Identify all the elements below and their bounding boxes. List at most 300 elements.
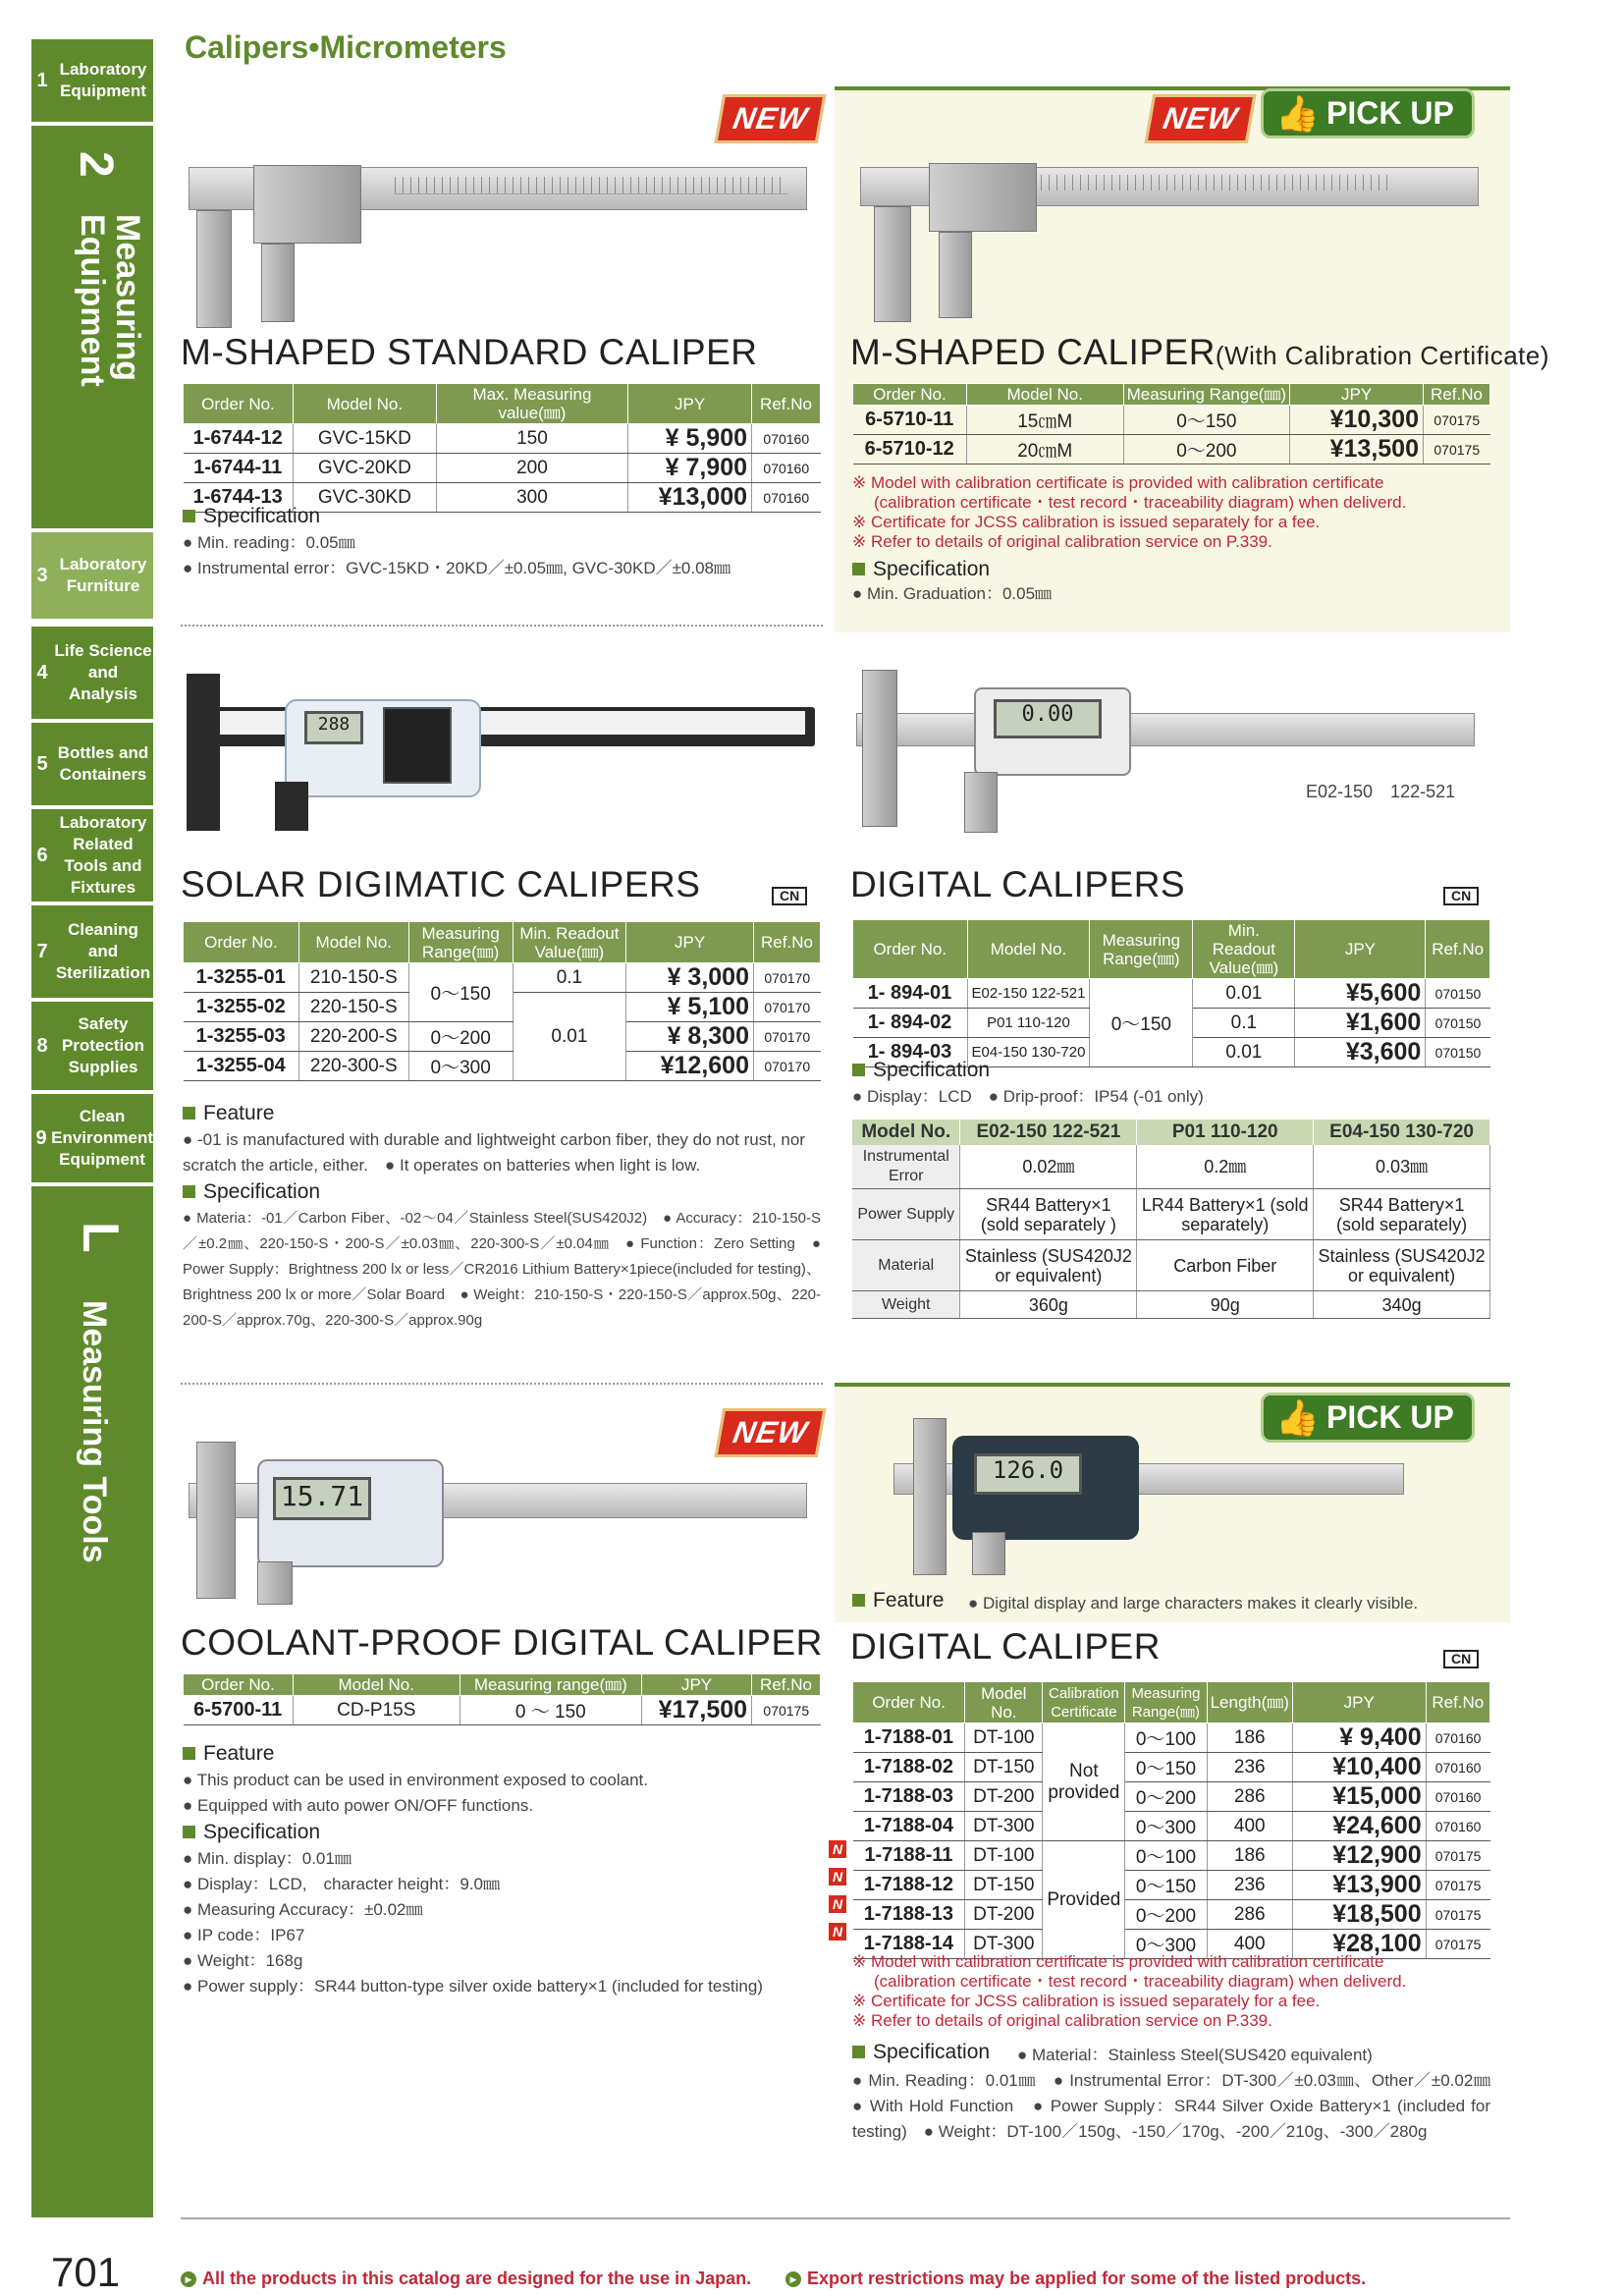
column-header: Model No.: [967, 920, 1090, 979]
spec-label: Specification: [873, 2041, 991, 2063]
spec-item: ● Min. reading：0.05㎜: [183, 533, 355, 552]
price: ¥ 3,000: [626, 963, 754, 993]
caliper-image-2: [860, 157, 1488, 324]
order-no: 1-6744-13: [184, 483, 294, 513]
column-header: Ref.No: [754, 922, 821, 963]
price: ¥10,400: [1292, 1753, 1426, 1782]
tab-number: 5: [36, 752, 48, 775]
footer-rule: [181, 2217, 1510, 2219]
tab-number: 6: [36, 844, 48, 866]
model-no: 210-150-S: [298, 963, 408, 993]
tab-label: Measuring Tools: [76, 1300, 113, 1563]
feature-text: It operates on batteries when light is low.: [399, 1156, 701, 1175]
feature-item: ● This product can be used in environment exposed to coolant.: [183, 1771, 648, 1789]
caliper-image-3: 288: [187, 664, 825, 841]
product-title: SOLAR DIGIMATIC CALIPERS: [181, 864, 701, 904]
ref-no: 070170: [754, 1022, 821, 1052]
price: ¥18,500: [1292, 1900, 1426, 1930]
ref-no: 070150: [1426, 979, 1490, 1009]
cn-badge: CN: [1443, 887, 1479, 905]
row-header: Power Supply: [852, 1189, 960, 1240]
table-row: [853, 1812, 1490, 1841]
range: 0～200: [408, 1022, 513, 1052]
footer-note: ▶ All the products in this catalog are designed for the use in Japan.: [181, 2269, 751, 2289]
length: 400: [1207, 1812, 1292, 1841]
order-no: 1-7188-01: [853, 1723, 965, 1753]
order-no: 1-3255-03: [184, 1022, 299, 1052]
thumbs-up-icon: 👍: [1275, 93, 1320, 134]
order-no: 6-5700-11: [184, 1696, 294, 1725]
range: 0～150: [1125, 1871, 1207, 1900]
spec-text: Function：Zero Setting: [640, 1235, 795, 1252]
column-header: Measuring Range(㎜): [1125, 1682, 1207, 1723]
sidebar-tab-2[interactable]: [31, 126, 153, 528]
table-row: [852, 1240, 1490, 1291]
note: ※ Certificate for JCSS calibration is issued separately for a fee.: [852, 1992, 1321, 2010]
spec-item: ● Min. Graduation：0.05㎜: [852, 584, 1053, 603]
column-header: Ref.No: [1426, 920, 1490, 979]
cell: 0.2㎜: [1137, 1145, 1314, 1189]
note: (calibration certificate・test record・traceability diagram) when deliverd.: [874, 493, 1407, 512]
ref-no: 070160: [1426, 1753, 1489, 1782]
price: ¥5,600: [1295, 979, 1426, 1009]
cell: 0.03㎜: [1314, 1145, 1490, 1189]
column-header: Calibration Certificate: [1043, 1682, 1125, 1723]
order-no: 1- 894-01: [853, 979, 968, 1009]
ref-no: 070175: [1424, 435, 1490, 465]
sidebar-tab-6[interactable]: [31, 809, 153, 903]
price: ¥ 9,400: [1292, 1723, 1426, 1753]
model-no: DT-300: [965, 1930, 1043, 1959]
note: ※ Certificate for JCSS calibration is issued separately for a fee.: [852, 513, 1321, 531]
table-row: [184, 963, 821, 993]
section-heading: Specification: [183, 1180, 320, 1204]
row-header: Material: [852, 1240, 960, 1291]
spec-item: ● IP code：IP67: [183, 1926, 305, 1944]
range: 0～200: [1125, 1782, 1207, 1812]
range: 0～150: [408, 963, 513, 1022]
new-mark: N: [829, 1923, 846, 1941]
column-header: Order No.: [184, 1674, 294, 1696]
max-value: 200: [436, 454, 627, 483]
spec-text: Instrumental error：GVC-15KD・20KD／±0.05㎜, GVC-30KD／±0.08㎜: [197, 559, 731, 577]
cell: LR44 Battery×1 (sold separately): [1137, 1189, 1314, 1240]
section-heading: Specification: [852, 1059, 990, 1082]
table-row: [853, 1841, 1490, 1871]
tab-number: 9: [35, 1126, 47, 1149]
column-header: JPY: [1295, 920, 1426, 979]
max-value: 300: [436, 483, 627, 513]
readout: 0.01: [1193, 1038, 1295, 1067]
lcd-display: 126.0: [974, 1453, 1082, 1495]
range: 0 ～ 150: [460, 1696, 642, 1725]
section-heading: [852, 1589, 944, 1613]
column-header: JPY: [628, 384, 752, 424]
tab-label: Bottles and Containers: [57, 743, 149, 784]
model-no: E04-150 130-720: [967, 1038, 1090, 1067]
product-title: COOLANT-PROOF DIGITAL CALIPER: [181, 1622, 823, 1663]
spec-text: Materia：-01／Carbon Fiber、-02～04／Stainless Steel(SUS420J2): [196, 1210, 648, 1227]
lcd-display: 15.71: [273, 1477, 371, 1520]
ref-no: 070160: [752, 454, 821, 483]
tab-label: Safety Protection Supplies: [61, 1014, 145, 1076]
tab-number: 7: [36, 940, 48, 962]
column-header: Order No.: [853, 920, 968, 979]
column-header: Order No.: [184, 922, 299, 963]
section-heading: Feature: [183, 1102, 274, 1125]
tab-number: 4: [36, 661, 48, 683]
note: ※ Refer to details of original calibration service on P.339.: [852, 532, 1272, 551]
cn-badge: CN: [1443, 1650, 1479, 1668]
pickup-badge: [1261, 88, 1475, 138]
cn-badge: CN: [772, 887, 807, 905]
price: ¥17,500: [642, 1696, 752, 1725]
order-no: 1- 894-02: [853, 1009, 968, 1038]
price: ¥1,600: [1295, 1009, 1426, 1038]
column-header: Order No.: [853, 1682, 965, 1723]
column-header: Ref.No: [752, 384, 821, 424]
table-row: [852, 1189, 1490, 1240]
tab-number: 8: [36, 1034, 48, 1057]
column-header: E04-150 130-720: [1314, 1120, 1490, 1145]
table-row: [853, 1723, 1490, 1753]
feature-item: ● Equipped with auto power ON/OFF functions.: [183, 1796, 534, 1815]
ref-no: 070170: [754, 993, 821, 1022]
ref-no: 070175: [1426, 1930, 1489, 1959]
readout: 0.01: [1193, 979, 1295, 1009]
range: 0～100: [1125, 1723, 1207, 1753]
model-no: DT-100: [965, 1841, 1043, 1871]
table-row: [184, 454, 821, 483]
spec-item: ● Weight：168g: [183, 1951, 303, 1970]
section-divider: [181, 625, 823, 627]
range: 0～300: [1125, 1930, 1207, 1959]
section-heading: [852, 2041, 990, 2064]
ref-no: 070175: [1426, 1871, 1489, 1900]
column-header: Measuring Range(㎜): [408, 922, 513, 963]
row-header: Instrumental Error: [852, 1145, 960, 1189]
title-sub: (With Calibration Certificate): [1215, 341, 1550, 370]
cell: Stainless (SUS420J2 or equivalent): [960, 1240, 1137, 1291]
cell: SR44 Battery×1 (sold separately): [1314, 1189, 1490, 1240]
column-header: P01 110-120: [1137, 1120, 1314, 1145]
ref-no: 070160: [1426, 1782, 1489, 1812]
spec-item: ● Display：LCD, character height：9.0㎜: [183, 1875, 501, 1893]
sidebar-tab-1[interactable]: [31, 39, 153, 124]
column-header: Ref.No: [752, 1674, 821, 1696]
price: ¥13,900: [1292, 1871, 1426, 1900]
column-header: JPY: [1292, 1682, 1426, 1723]
spec-text: IP code：IP67: [197, 1926, 305, 1944]
table-row: [853, 1753, 1490, 1782]
order-no: 6-5710-11: [853, 406, 967, 435]
price-table-1: [183, 383, 821, 513]
ref-no: 070175: [752, 1696, 821, 1725]
tab-label: Laboratory Equipment: [59, 60, 147, 100]
spec-text: Power Supply：Brightness 200 lx or less／CR2016 Lithium Battery×1piece(included for testing)、Brightness 200 lx or more／Solar Board: [183, 1261, 821, 1303]
spec-item: ● Measuring Accuracy：±0.02㎜: [183, 1900, 423, 1919]
row-header: Weight: [852, 1291, 960, 1319]
column-header: Order No.: [184, 384, 294, 424]
model-no: 220-200-S: [298, 1022, 408, 1052]
max-value: 150: [436, 424, 627, 454]
caliper-image-6: [893, 1414, 1483, 1581]
tab-label: Clean Environment Equipment: [51, 1107, 154, 1169]
spec-text: Min. reading：0.05㎜: [197, 533, 355, 552]
certificate: Not provided: [1043, 1723, 1125, 1841]
model-no: DT-150: [965, 1871, 1043, 1900]
cell: 340g: [1314, 1291, 1490, 1319]
spec-text: Material：Stainless Steel(SUS420 equivalent): [1032, 2046, 1373, 2064]
spec-text: Weight：210-150-S・220-150-S／approx.50g、220-200-S／approx.70g、220-300-S／approx.90g: [183, 1286, 821, 1329]
table-row: [184, 424, 821, 454]
column-header: Ref.No: [1424, 384, 1490, 406]
ref-no: 070160: [1426, 1812, 1489, 1841]
order-no: 1-6744-12: [184, 424, 294, 454]
cell: 360g: [960, 1291, 1137, 1319]
table-row: [184, 1052, 821, 1081]
order-no: 1-7188-03: [853, 1782, 965, 1812]
price-table-3: [183, 921, 821, 1081]
order-no: 1-6744-11: [184, 454, 294, 483]
range: 0～150: [1125, 1753, 1207, 1782]
feature-text: Digital display and large characters makes it clearly visible.: [983, 1594, 1419, 1613]
column-header: Measuring Range(㎜): [1090, 920, 1193, 979]
new-mark: N: [829, 1895, 846, 1913]
feature-text: This product can be used in environment exposed to coolant.: [196, 1771, 648, 1789]
pickup-label: PICK UP: [1326, 95, 1454, 131]
spec-item: ● Material：Stainless Steel(SUS420 equivalent): [1017, 2046, 1373, 2064]
feature-item: ● Digital display and large characters makes it clearly visible.: [968, 1594, 1419, 1613]
thumbs-up-icon: 👍: [1275, 1397, 1320, 1438]
column-header: Max. Measuring value(㎜): [436, 384, 627, 424]
ref-no: 070175: [1424, 406, 1490, 435]
new-mark: N: [829, 1840, 846, 1858]
model-no: DT-300: [965, 1812, 1043, 1841]
order-no: 6-5710-12: [853, 435, 967, 465]
table-row: [184, 1696, 821, 1725]
spec-text: Min. display：0.01㎜: [197, 1849, 352, 1868]
spec-list: ● Materia：-01／Carbon Fiber、-02～04／Stainless Steel(SUS420J2) ● Accuracy：210-150-S／±0.2㎜、220-150-S・200-S／±0.03㎜、220-300-S／±0.04㎜ ● Function：Zero Setting ● Power Supply：Brightness 200 lx or less／CR2016 Lithium Battery×1piece(included for testing)、Brightness 200 lx or more／Solar Board ● Weight：210-150-S・220-150-S／approx.50g、220-200-S／approx.70g、220-300-S／approx.90g: [183, 1210, 821, 1329]
column-header: Measuring Range(㎜): [1123, 384, 1290, 406]
tab-number: 3: [36, 564, 48, 586]
model-no: DT-200: [965, 1900, 1043, 1930]
table-row: [852, 1291, 1490, 1319]
model-no: E02-150 122-521: [967, 979, 1090, 1009]
model-no: GVC-20KD: [293, 454, 436, 483]
cell: 0.02㎜: [960, 1145, 1137, 1189]
model-no: CD-P15S: [293, 1696, 460, 1725]
model-no: GVC-15KD: [293, 424, 436, 454]
sidebar-tab-7[interactable]: [31, 905, 153, 1000]
note: (calibration certificate・test record・traceability diagram) when deliverd.: [874, 1972, 1407, 1991]
section-heading: Specification: [183, 1821, 320, 1844]
title-main: M-SHAPED CALIPER: [850, 332, 1216, 372]
readout: 0.01: [513, 993, 626, 1081]
column-header: Min. Readout Value(㎜): [513, 922, 626, 963]
length: 286: [1207, 1900, 1292, 1930]
spec-text: Min. Graduation：0.05㎜: [867, 584, 1053, 603]
readout: 0.1: [1193, 1009, 1295, 1038]
ref-no: 070170: [754, 963, 821, 993]
section-heading: Feature: [183, 1742, 274, 1766]
new-badge: NEW: [715, 1408, 827, 1457]
range: 0～300: [1125, 1812, 1207, 1841]
cell: 90g: [1137, 1291, 1314, 1319]
spec-text: Display：LCD, character height：9.0㎜: [197, 1875, 501, 1893]
product-title: [850, 332, 1549, 373]
cell: Carbon Fiber: [1137, 1240, 1314, 1291]
sidebar-tab-4[interactable]: [31, 627, 153, 721]
certificate: Provided: [1043, 1841, 1125, 1959]
column-header: JPY: [642, 1674, 752, 1696]
spec-item: ● Power supply：SR44 button-type silver oxide battery×1 (included for testing): [183, 1977, 763, 1995]
caliper-image-1: [189, 157, 817, 334]
tab-number: 1: [36, 69, 48, 91]
tab-label: Life Science and Analysis: [54, 641, 152, 703]
tab-label: Laboratory Related Tools and Fixtures: [59, 813, 147, 897]
feature-label: Feature: [873, 1589, 945, 1612]
table-row: [853, 1782, 1490, 1812]
range: 0～200: [1123, 435, 1290, 465]
column-header: Min. Readout Value(㎜): [1193, 920, 1295, 979]
column-header: Model No.: [293, 1674, 460, 1696]
order-no: 1-3255-01: [184, 963, 299, 993]
section-divider: [181, 1383, 823, 1385]
column-header: Model No.: [852, 1120, 960, 1145]
price: ¥ 8,300: [626, 1022, 754, 1052]
sidebar-tab-3[interactable]: [31, 532, 153, 621]
model-no: 15㎝M: [966, 406, 1123, 435]
model-no: 220-150-S: [298, 993, 408, 1022]
table-row: [852, 1145, 1490, 1189]
spec-text: Drip-proof：IP54 (-01 only): [1002, 1087, 1204, 1106]
sidebar-tab-9[interactable]: [31, 1094, 153, 1184]
new-mark: N: [829, 1868, 846, 1886]
product-title: M-SHAPED STANDARD CALIPER: [181, 332, 758, 372]
order-no: 1-7188-12: [853, 1871, 965, 1900]
price-table-4: [852, 919, 1490, 1067]
price: ¥13,500: [1290, 435, 1424, 465]
price-table-6: [852, 1681, 1490, 1959]
order-no: 1-7188-02: [853, 1753, 965, 1782]
price: ¥ 5,100: [626, 993, 754, 1022]
price: ¥24,600: [1292, 1812, 1426, 1841]
price-table-5: [183, 1673, 821, 1725]
caliper-image-5: [189, 1434, 817, 1611]
order-no: 1- 894-03: [853, 1038, 968, 1067]
column-header: E02-150 122-521: [960, 1120, 1137, 1145]
spec-text: Power supply：SR44 button-type silver oxide battery×1 (included for testing): [197, 1977, 763, 1995]
length: 236: [1207, 1753, 1292, 1782]
cell: SR44 Battery×1 (sold separately ): [960, 1189, 1137, 1240]
table-row: [853, 1900, 1490, 1930]
column-header: Model No.: [298, 922, 408, 963]
price: ¥10,300: [1290, 406, 1424, 435]
column-header: Model No.: [965, 1682, 1043, 1723]
spec-item: ● Display：LCD ● Drip-proof：IP54 (-01 only): [852, 1087, 1204, 1106]
tab-label: Measuring Equipment: [74, 214, 146, 387]
note: ※ Refer to details of original calibration service on P.339.: [852, 2011, 1272, 2030]
sidebar-tab-l[interactable]: [31, 1186, 153, 2217]
order-no: 1-3255-04: [184, 1052, 299, 1081]
spec-item: ● Min. display：0.01㎜: [183, 1849, 352, 1868]
column-header: Model No.: [966, 384, 1123, 406]
tab-number: 2: [70, 151, 122, 178]
ref-no: 070160: [752, 483, 821, 513]
product-title: DIGITAL CALIPER: [850, 1626, 1161, 1667]
product-title: DIGITAL CALIPERS: [850, 864, 1186, 904]
section-heading: Specification: [183, 505, 320, 528]
length: 186: [1207, 1841, 1292, 1871]
ref-no: 070160: [752, 424, 821, 454]
comparison-table: [852, 1120, 1490, 1319]
price: ¥12,600: [626, 1052, 754, 1081]
spec-text: Min. Reading：0.01㎜ ● Instrumental Error：DT-300／±0.03㎜、Other／±0.02㎜ ● With Hold Function ● Power Supply：SR44 Silver Oxide Battery×1 (included for testing) ● Weight：DT-100／150g、-150／170g、-200／210g、-300／280g: [852, 2071, 1507, 2141]
range: 0～100: [1125, 1841, 1207, 1871]
spec-text: Display：LCD: [867, 1087, 972, 1106]
order-no: 1-3255-02: [184, 993, 299, 1022]
order-no: 1-7188-14: [853, 1930, 965, 1959]
length: 400: [1207, 1930, 1292, 1959]
range: 0～150: [1123, 406, 1290, 435]
page-number: 701: [51, 2249, 121, 2295]
price: ¥ 5,900: [628, 424, 752, 454]
length: 236: [1207, 1871, 1292, 1900]
length: 286: [1207, 1782, 1292, 1812]
note: ※ Model with calibration certificate is provided with calibration certificate: [852, 1952, 1384, 1971]
table-row: [853, 979, 1490, 1009]
table-row: [853, 1871, 1490, 1900]
order-no: 1-7188-04: [853, 1812, 965, 1841]
spec-text: Weight：168g: [197, 1951, 303, 1970]
ref-no: 070175: [1426, 1900, 1489, 1930]
price: ¥12,900: [1292, 1841, 1426, 1871]
column-header: JPY: [1290, 384, 1424, 406]
tab-number: L: [72, 1222, 129, 1253]
cell: Stainless (SUS420J2 or equivalent): [1314, 1240, 1490, 1291]
model-no: GVC-30KD: [293, 483, 436, 513]
table-row: [184, 1022, 821, 1052]
column-header: Order No.: [853, 384, 967, 406]
range: 0～200: [1125, 1900, 1207, 1930]
model-no: DT-100: [965, 1723, 1043, 1753]
ref-no: 070170: [754, 1052, 821, 1081]
range: 0～300: [408, 1052, 513, 1081]
pickup-label: PICK UP: [1326, 1399, 1454, 1435]
caliper-image-4: 0.00: [856, 664, 1485, 841]
model-no: DT-150: [965, 1753, 1043, 1782]
note: ※ Model with calibration certificate is provided with calibration certificate: [852, 473, 1384, 492]
ref-no: 070160: [1426, 1723, 1489, 1753]
new-badge: NEW: [1145, 94, 1257, 143]
price: ¥13,000: [628, 483, 752, 513]
feature-item: ● -01 is manufactured with durable and lightweight carbon fiber, they do not rust, nor scratch the article, either. ● It operates on batteries when light is low.: [183, 1130, 805, 1175]
category-title: Calipers•Micrometers: [185, 29, 507, 65]
ref-no: 070150: [1426, 1009, 1490, 1038]
model-no: 220-300-S: [298, 1052, 408, 1081]
ref-no: 070175: [1426, 1841, 1489, 1871]
new-badge: NEW: [715, 94, 827, 143]
section-heading: Specification: [852, 558, 990, 581]
price: ¥28,100: [1292, 1930, 1426, 1959]
column-header: JPY: [626, 922, 754, 963]
feature-text: Equipped with auto power ON/OFF functions.: [197, 1796, 534, 1815]
range: 0～150: [1090, 979, 1193, 1067]
sidebar-tab-5[interactable]: [31, 723, 153, 807]
sidebar-tab-8[interactable]: [31, 1002, 153, 1092]
column-header: Ref.No: [1426, 1682, 1489, 1723]
